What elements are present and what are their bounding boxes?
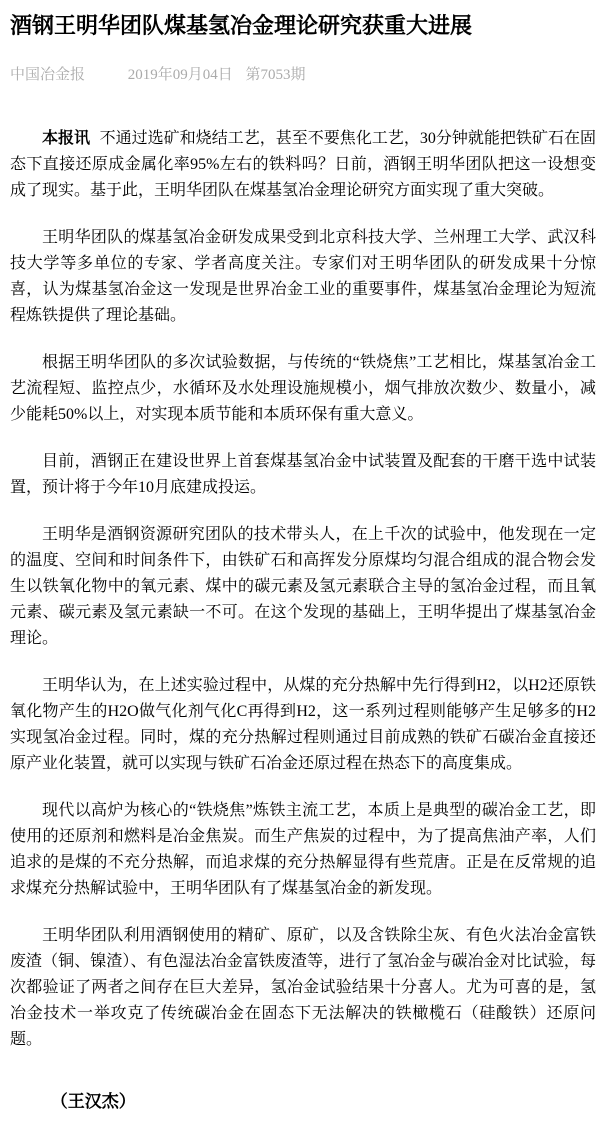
paragraph-text: 不通过选矿和烧结工艺，甚至不要焦化工艺，30分钟就能把铁矿石在固态下直接还原成金属化率95%左右的铁料吗？日前，酒钢王明华团队把这一设想变成了现实。基于此，王明华团队在煤基氢冶金理论研究方面实现了重大突破。 (10, 129, 596, 199)
author-signature: （王汉杰） (50, 1091, 136, 1111)
paragraph: 王明华认为，在上述实验过程中，从煤的充分热解中先行得到H2，以H2还原铁氧化物产生的H2O做气化剂气化C再得到H2，这一系列过程则能够产生足够多的H2实现氢冶金过程。同时，煤的充分热解过程则通过目前成熟的铁矿石碳冶金直接还原产业化装置，就可以实现与铁矿石冶金还原过程在热态下的高度集成。 (10, 676, 596, 772)
paragraph: 现代以高炉为核心的“铁烧焦”炼铁主流工艺，本质上是典型的碳冶金工艺，即使用的还原剂和燃料是冶金焦炭。而生产焦炭的过程中，为了提高焦油产率，人们追求的是煤的不充分热解，而追求煤的充分热解显得有些荒唐。正是在反常规的追求煤充分热解试验中，王明华团队有了煤基氢冶金的新发现。 (10, 801, 596, 897)
paragraph: 王明华团队的煤基氢冶金研发成果受到北京科技大学、兰州理工大学、武汉科技大学等多单位的专家、学者高度关注。专家们对王明华团队的研发成果十分惊喜，认为煤基氢冶金这一发现是世界冶金工业的重要事件，煤基氢冶金理论为短流程炼铁提供了理论基础。 (10, 228, 596, 324)
paragraph (10, 126, 596, 204)
article-meta (10, 65, 596, 86)
paragraph: 王明华团队利用酒钢使用的精矿、原矿，以及含铁除尘灰、有色火法冶金富铁废渣（铜、镍渣）、有色湿法冶金富铁废渣等，进行了氢冶金与碳冶金对比试验，每次都验证了两者之间存在巨大差异，氢冶金试验结果十分喜人。尤为可喜的是，氢冶金技术一举攻克了传统碳冶金在固态下无法解决的铁橄榄石（硅酸铁）还原问题。 (10, 926, 596, 1048)
meta-issue: 第7053期 (245, 66, 306, 83)
meta-date: 2019年09月04日 (127, 66, 233, 83)
article-body (10, 126, 596, 1053)
page-title: 酒钢王明华团队煤基氢冶金理论研究获重大进展 (10, 13, 473, 38)
paragraph: 王明华是酒钢资源研究团队的技术带头人，在上千次的试验中，他发现在一定的温度、空间和时间条件下，由铁矿石和高挥发分原煤均匀混合组成的混合物会发生以铁氧化物中的氧元素、煤中的碳元素及氢元素联合主导的氢冶金过程，而且氧元素、碳元素及氢元素缺一不可。在这个发现的基础上，王明华提出了煤基氢冶金理论。 (10, 525, 596, 647)
paragraph: 目前，酒钢正在建设世界上首套煤基氢冶金中试装置及配套的干磨干选中试装置，预计将于今年10月底建成投运。 (10, 452, 596, 496)
lead-label: 本报讯 (42, 129, 91, 147)
paragraph: 根据王明华团队的多次试验数据，与传统的“铁烧焦”工艺相比，煤基氢冶金工艺流程短、监控点少，水循环及水处理设施规模小，烟气排放次数少、数量小，减少能耗50%以上，对实现本质节能和本质环保有重大意义。 (10, 353, 596, 423)
meta-source: 中国冶金报 (10, 66, 86, 83)
